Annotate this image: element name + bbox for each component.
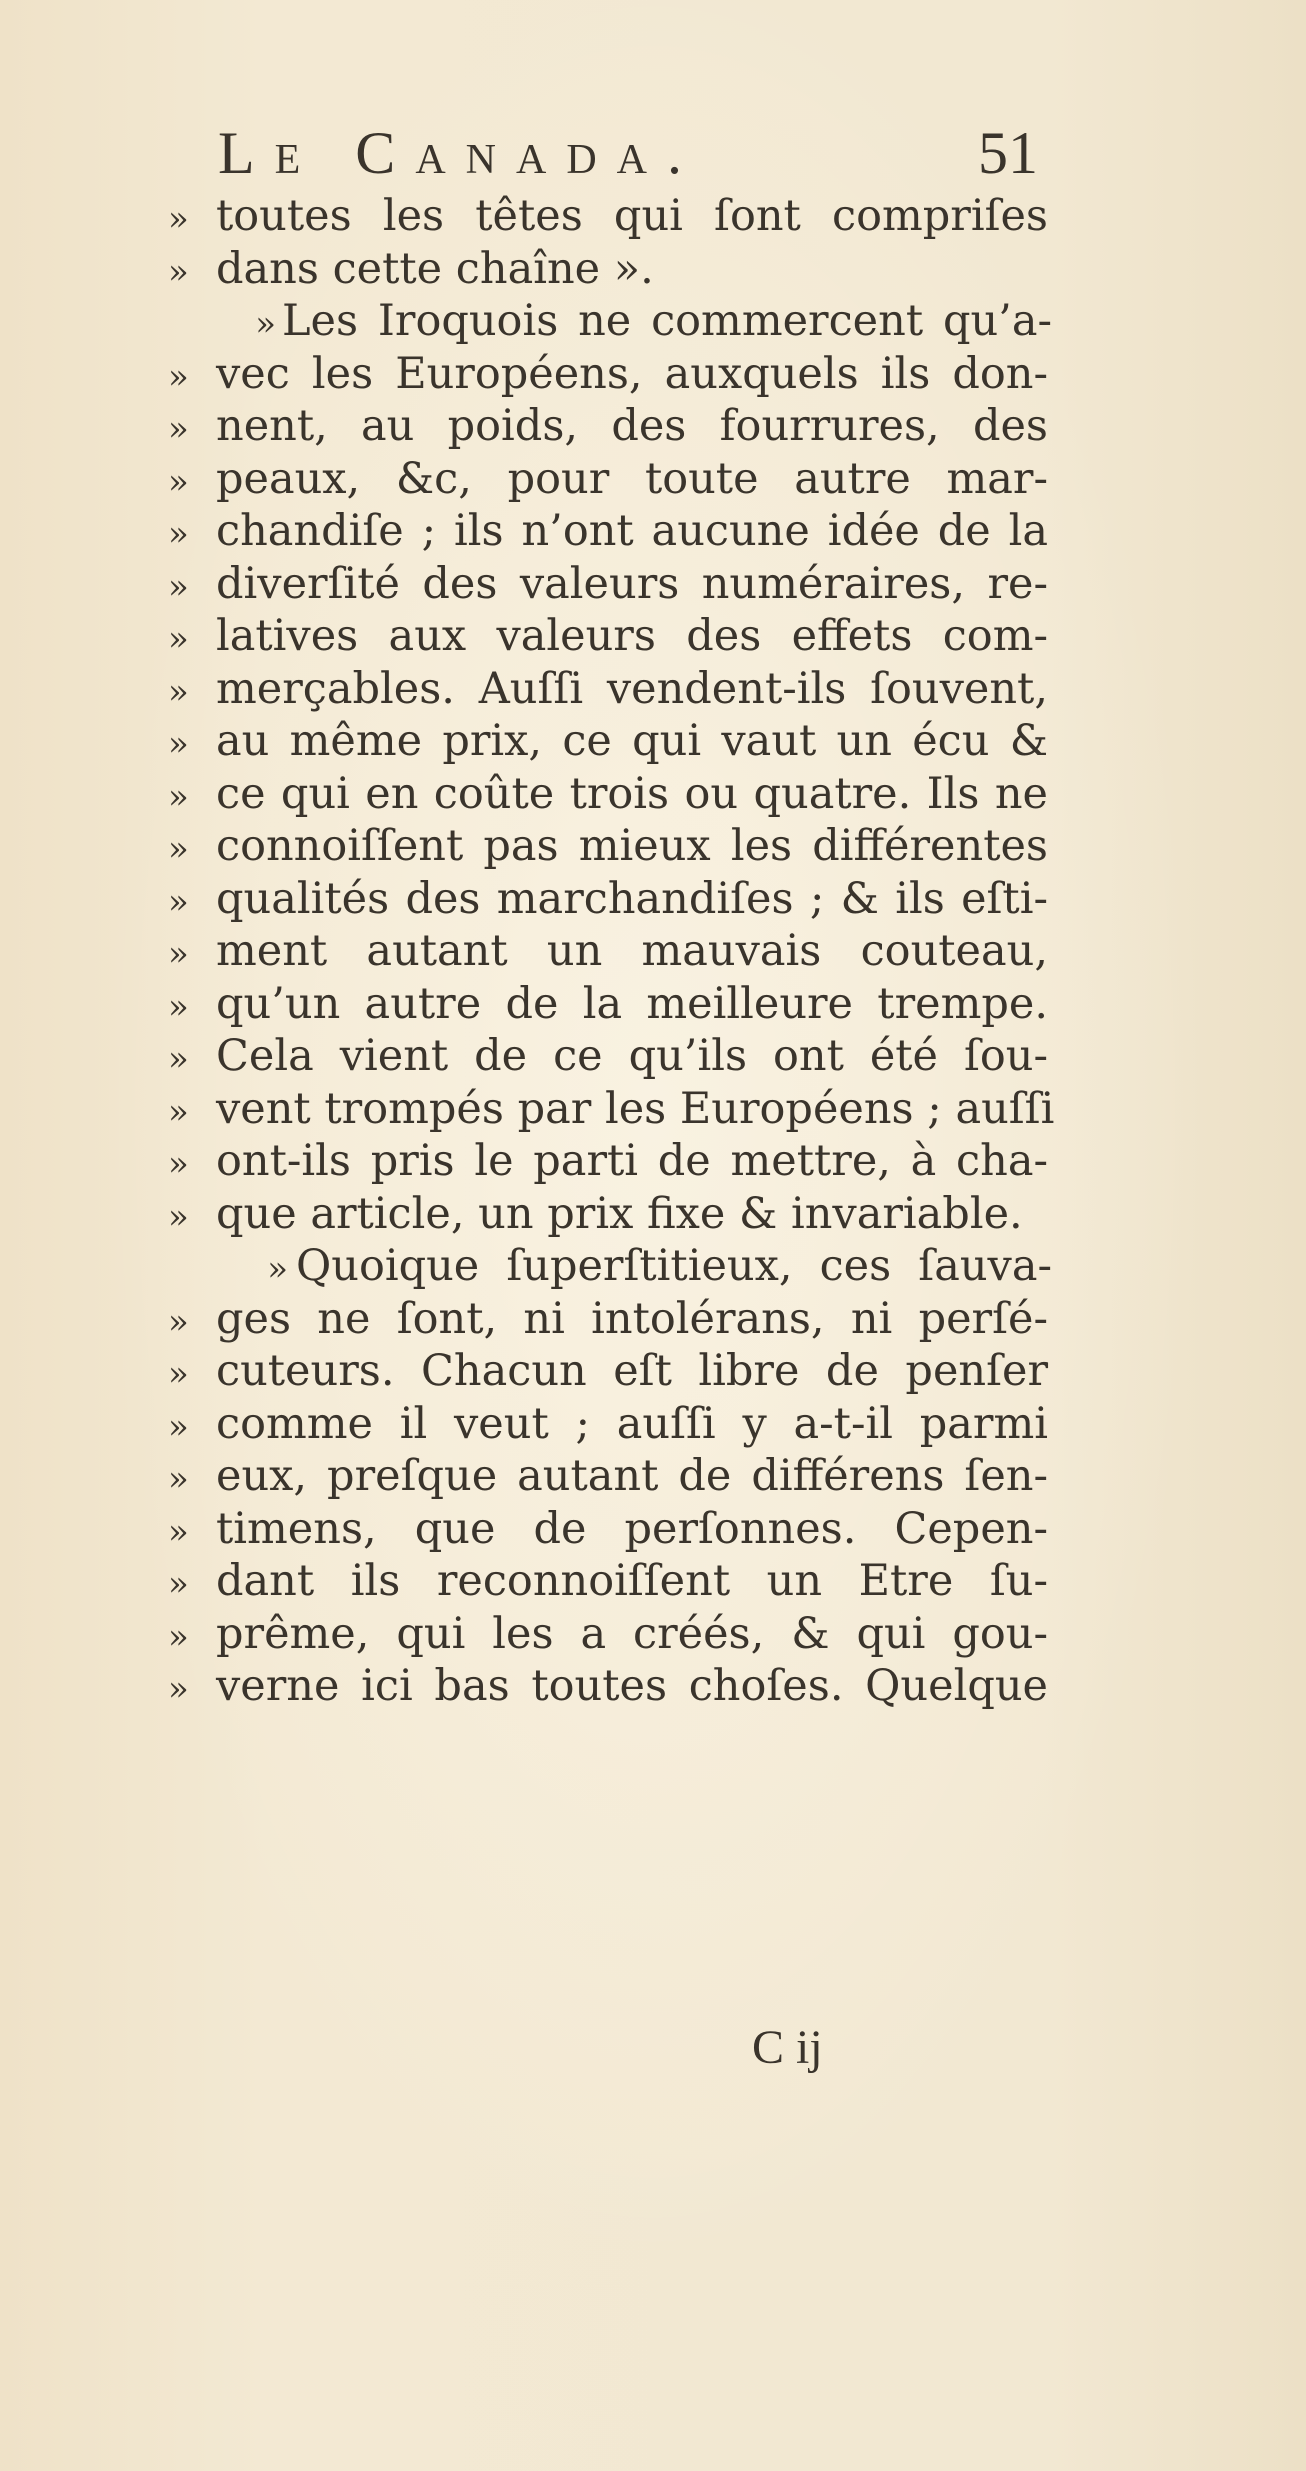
guillemet-mark: » (168, 566, 189, 607)
text-line (168, 1398, 1058, 1451)
guillemet-mark: » (168, 199, 189, 239)
guillemet-mark: » (168, 724, 189, 764)
line-text: chandiſe ; ils n’ont aucune idée de la (216, 506, 1048, 556)
line-text: toutes les têtes qui ſont compriſes (216, 191, 1048, 241)
text-line (168, 295, 1058, 348)
line-text: Quoique ſuperſtitieux, ces ſauva- (296, 1241, 1052, 1291)
line-text: prême, qui les a créés, & qui gou- (216, 1608, 1048, 1659)
guillemet-mark: » (168, 671, 189, 712)
line-text: ont-ils pris le parti de mettre, à cha- (216, 1136, 1048, 1186)
line-text: comme il veut ; auſſi y a-t-il parmi (216, 1398, 1048, 1449)
line-text: diverſité des valeurs numéraires, re- (216, 558, 1048, 609)
text-line (168, 1240, 1058, 1293)
line-text: vent trompés par les Européens ; auſſi (216, 1083, 1055, 1134)
line-text: timens, que de perſonnes. Cepen- (216, 1503, 1048, 1554)
line-text: ce qui en coûte trois ou quatre. Ils ne (216, 768, 1048, 819)
line-text: eux, preſque autant de différens ſen- (216, 1451, 1048, 1501)
line-text: qu’un autre de la meilleure trempe. (216, 978, 1048, 1029)
guillemet-mark: » (168, 1144, 189, 1184)
signature-mark: C ij (752, 2021, 823, 2074)
guillemet-mark: » (168, 1196, 189, 1237)
text-line (168, 1450, 1058, 1503)
text-line (168, 1608, 1058, 1661)
text-line (168, 663, 1058, 716)
line-text: nent, au poids, des fourrures, des (216, 401, 1048, 451)
line-text: ges ne ſont, ni intolérans, ni perſé- (216, 1293, 1048, 1344)
text-line (168, 1345, 1058, 1398)
guillemet-mark: » (168, 461, 189, 502)
text-line (168, 505, 1058, 558)
text-line (168, 715, 1058, 768)
line-text: latives aux valeurs des effets com- (216, 611, 1048, 661)
text-line (168, 820, 1058, 873)
line-text: verne ici bas toutes choſes. Quelque (216, 1661, 1048, 1711)
text-line (168, 768, 1058, 821)
text-line (168, 558, 1058, 611)
body-text (168, 190, 1058, 1713)
guillemet-mark: » (168, 881, 189, 922)
line-text: dans cette chaîne ». (216, 243, 654, 294)
running-title: Le Canada. (218, 120, 702, 186)
guillemet-mark: » (255, 304, 276, 344)
guillemet-mark: » (168, 829, 189, 869)
guillemet-mark: » (168, 1564, 189, 1604)
guillemet-mark: » (168, 356, 189, 397)
line-text: merçables. Auſſi vendent-ils ſouvent, (216, 663, 1048, 714)
text-line (168, 1503, 1058, 1556)
line-text: Cela vient de ce qu’ils ont été ſou- (216, 1031, 1048, 1081)
line-text: cuteurs. Chacun eſt libre de penſer (216, 1346, 1048, 1396)
line-text: Les Iroquois ne commercent qu’a- (282, 296, 1052, 346)
line-text: peaux, &c, pour toute autre mar- (216, 453, 1048, 504)
text-line (168, 453, 1058, 506)
guillemet-mark: » (168, 409, 189, 449)
guillemet-mark: » (168, 934, 189, 974)
guillemet-mark: » (168, 1301, 189, 1342)
page-number: 51 (978, 120, 1038, 186)
guillemet-mark: » (168, 1091, 189, 1132)
guillemet-mark: » (168, 251, 189, 292)
guillemet-mark: » (168, 514, 189, 554)
text-line (168, 1030, 1058, 1083)
line-text: qualités des marchandiſes ; & ils eſti- (216, 873, 1048, 924)
text-line (168, 1293, 1058, 1346)
line-text: au même prix, ce qui vaut un écu & (216, 716, 1048, 766)
text-line (168, 610, 1058, 663)
text-line (168, 1135, 1058, 1188)
text-line (168, 873, 1058, 926)
guillemet-mark: » (168, 1039, 189, 1079)
guillemet-mark: » (267, 1249, 288, 1289)
guillemet-mark: » (168, 1459, 189, 1499)
text-line (168, 400, 1058, 453)
guillemet-mark: » (168, 1406, 189, 1447)
line-text: ment autant un mauvais couteau, (216, 926, 1048, 976)
guillemet-mark: » (168, 1669, 189, 1709)
text-line (168, 1660, 1058, 1713)
text-line (168, 243, 1058, 296)
text-line (168, 1083, 1058, 1136)
guillemet-mark: » (168, 1511, 189, 1552)
guillemet-mark: » (168, 776, 189, 817)
guillemet-mark: » (168, 1616, 189, 1657)
text-line (168, 1188, 1058, 1241)
line-text: que article, un prix fixe & invariable. (216, 1188, 1023, 1239)
guillemet-mark: » (168, 986, 189, 1027)
text-line (168, 190, 1058, 243)
page-header (218, 118, 1038, 188)
text-line (168, 978, 1058, 1031)
text-line (168, 348, 1058, 401)
guillemet-mark: » (168, 619, 189, 659)
text-line (168, 925, 1058, 978)
text-line (168, 1555, 1058, 1608)
line-text: connoiſſent pas mieux les différentes (216, 821, 1048, 871)
guillemet-mark: » (168, 1354, 189, 1394)
line-text: dant ils reconnoiſſent un Etre ſu- (216, 1556, 1048, 1606)
line-text: vec les Européens, auxquels ils don- (216, 348, 1048, 399)
